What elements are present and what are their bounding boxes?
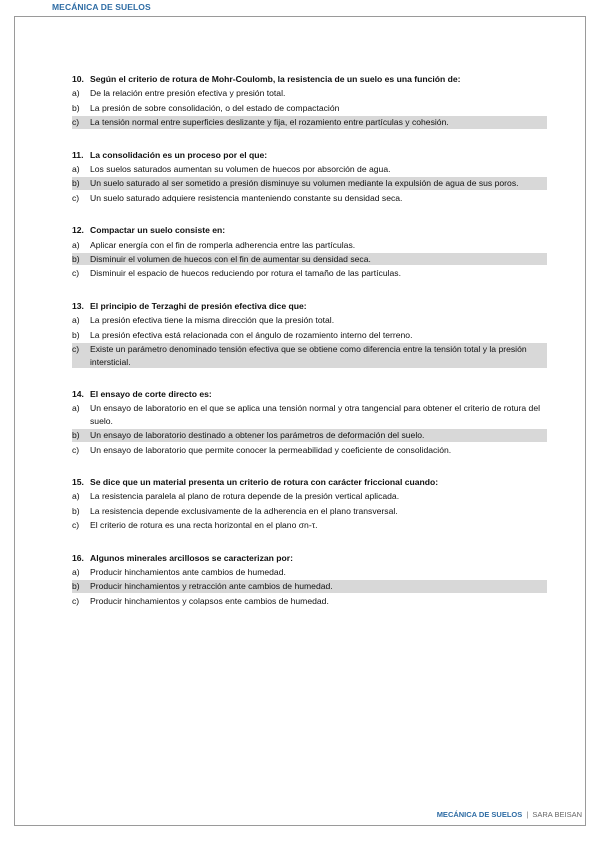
option-letter: a) (72, 164, 80, 175)
question-number: 11. (72, 149, 84, 160)
answer-option-highlighted (72, 177, 547, 189)
option-text: Los suelos saturados aumentan su volumen de huecos por absorción de agua. (90, 164, 391, 175)
question-text: Algunos minerales arcillosos se caracterizan por: (90, 552, 293, 563)
option-text: La presión efectiva está relacionada con el ángulo de rozamiento interno del terreno. (90, 329, 413, 340)
option-text: La resistencia paralela al plano de rotura depende de la presión vertical aplicada. (90, 491, 400, 502)
option-text: Producir hinchamientos ante cambios de humedad. (90, 566, 286, 577)
option-text: Un ensayo de laboratorio en el que se aplica una tensión normal y otra tangencial para obtener el criterio de rotura del suelo. (90, 403, 541, 426)
question-title (72, 476, 547, 488)
question-block (72, 476, 547, 532)
answer-option (72, 505, 547, 517)
answer-option-highlighted (72, 343, 547, 368)
question-block (72, 149, 547, 205)
answer-option (72, 102, 547, 114)
footer-author: SARA BEISAN (532, 810, 582, 819)
answer-option (72, 519, 547, 531)
option-letter: a) (72, 239, 80, 250)
option-letter: c) (72, 595, 80, 606)
option-text: La resistencia depende exclusivamente de la adherencia en el plano transversal. (90, 505, 398, 516)
option-letter: c) (72, 192, 80, 203)
question-text: Según el criterio de rotura de Mohr-Coulomb, la resistencia de un suelo es una función de: (90, 74, 461, 84)
question-title (72, 149, 547, 161)
question-text: El ensayo de corte directo es: (90, 388, 212, 399)
answer-option (72, 402, 547, 427)
answer-option (72, 314, 547, 326)
option-text: Producir hinchamientos y retracción ante cambios de humedad. (90, 581, 333, 592)
answer-option-highlighted (72, 580, 547, 592)
option-text: Un ensayo de laboratorio que permite conocer la permeabilidad y coeficiente de consolidación. (90, 444, 452, 455)
option-text: Producir hinchamientos y colapsos ente cambios de humedad. (90, 595, 329, 606)
answer-option-highlighted (72, 253, 547, 265)
question-number: 14. (72, 388, 84, 399)
question-text: El principio de Terzaghi de presión efectiva dice que: (90, 300, 307, 311)
question-title (72, 224, 547, 236)
option-text: Disminuir el volumen de huecos con el fin de aumentar su densidad seca. (90, 254, 371, 265)
question-text: Compactar un suelo consiste en: (90, 225, 226, 236)
option-letter: c) (72, 117, 80, 128)
option-letter: b) (72, 178, 80, 189)
answer-option (72, 239, 547, 251)
answer-option-highlighted (72, 116, 547, 128)
question-block (72, 73, 547, 129)
question-title (72, 300, 547, 312)
question-block (72, 388, 547, 456)
question-number: 10. (72, 74, 84, 84)
page-header-title: MECÁNICA DE SUELOS (52, 2, 151, 12)
answer-option (72, 595, 547, 607)
answer-option (72, 490, 547, 502)
option-letter: c) (72, 520, 80, 531)
question-number: 16. (72, 552, 84, 563)
option-letter: a) (72, 315, 80, 326)
option-text: De la relación entre presión efectiva y presión total. (90, 88, 286, 99)
option-letter: a) (72, 566, 80, 577)
option-text: Aplicar energía con el fin de romperla adherencia entre las partículas. (90, 239, 356, 250)
answer-option (72, 267, 547, 279)
question-number: 15. (72, 476, 84, 487)
answer-option (72, 87, 547, 99)
question-number: 13. (72, 300, 84, 311)
option-letter: c) (72, 444, 80, 455)
question-block (72, 224, 547, 280)
footer-separator: | (526, 810, 529, 819)
option-letter: b) (72, 102, 80, 113)
option-letter: b) (72, 254, 80, 265)
option-letter: b) (72, 430, 80, 441)
footer-brand: MECÁNICA DE SUELOS (436, 810, 523, 819)
option-text: Un suelo saturado al ser sometido a presión disminuye su volumen mediante la expulsión de agua de sus poros. (90, 178, 519, 189)
option-text: La presión efectiva tiene la misma dirección que la presión total. (90, 315, 335, 326)
option-letter: c) (72, 344, 80, 355)
answer-option (72, 192, 547, 204)
question-title (72, 73, 547, 85)
question-block (72, 552, 547, 608)
option-letter: c) (72, 268, 80, 279)
question-number: 12. (72, 225, 84, 236)
question-text: Se dice que un material presenta un criterio de rotura con carácter friccional cuando: (90, 476, 439, 487)
question-block (72, 300, 547, 368)
question-text: La consolidación es un proceso por el que: (90, 149, 268, 160)
answer-option (72, 329, 547, 341)
option-letter: a) (72, 403, 80, 414)
option-text: Un suelo saturado adquiere resistencia manteniendo constante su densidad seca. (90, 192, 403, 203)
option-letter: b) (72, 581, 80, 592)
option-letter: b) (72, 505, 80, 516)
option-text: La tensión normal entre superficies deslizante y fija, el rozamiento entre partículas y cohesión. (90, 117, 449, 128)
question-title (72, 388, 547, 400)
option-letter: b) (72, 329, 80, 340)
option-text: Un ensayo de laboratorio destinado a obtener los parámetros de deformación del suelo. (90, 430, 425, 441)
option-text: El criterio de rotura es una recta horizontal en el plano σn-τ. (90, 520, 318, 531)
option-text: La presión de sobre consolidación, o del estado de compactación (90, 102, 340, 113)
option-text: Existe un parámetro denominado tensión efectiva que se obtiene como diferencia entre la tensión total y la presión intersticial. (90, 344, 527, 367)
option-text: Disminuir el espacio de huecos reduciendo por rotura el tamaño de las partículas. (90, 268, 401, 279)
option-letter: a) (72, 88, 80, 99)
question-title (72, 552, 547, 564)
option-letter: a) (72, 491, 80, 502)
page-footer (437, 810, 582, 819)
questions-list (72, 73, 547, 627)
answer-option (72, 566, 547, 578)
answer-option (72, 444, 547, 456)
answer-option-highlighted (72, 429, 547, 441)
answer-option (72, 163, 547, 175)
